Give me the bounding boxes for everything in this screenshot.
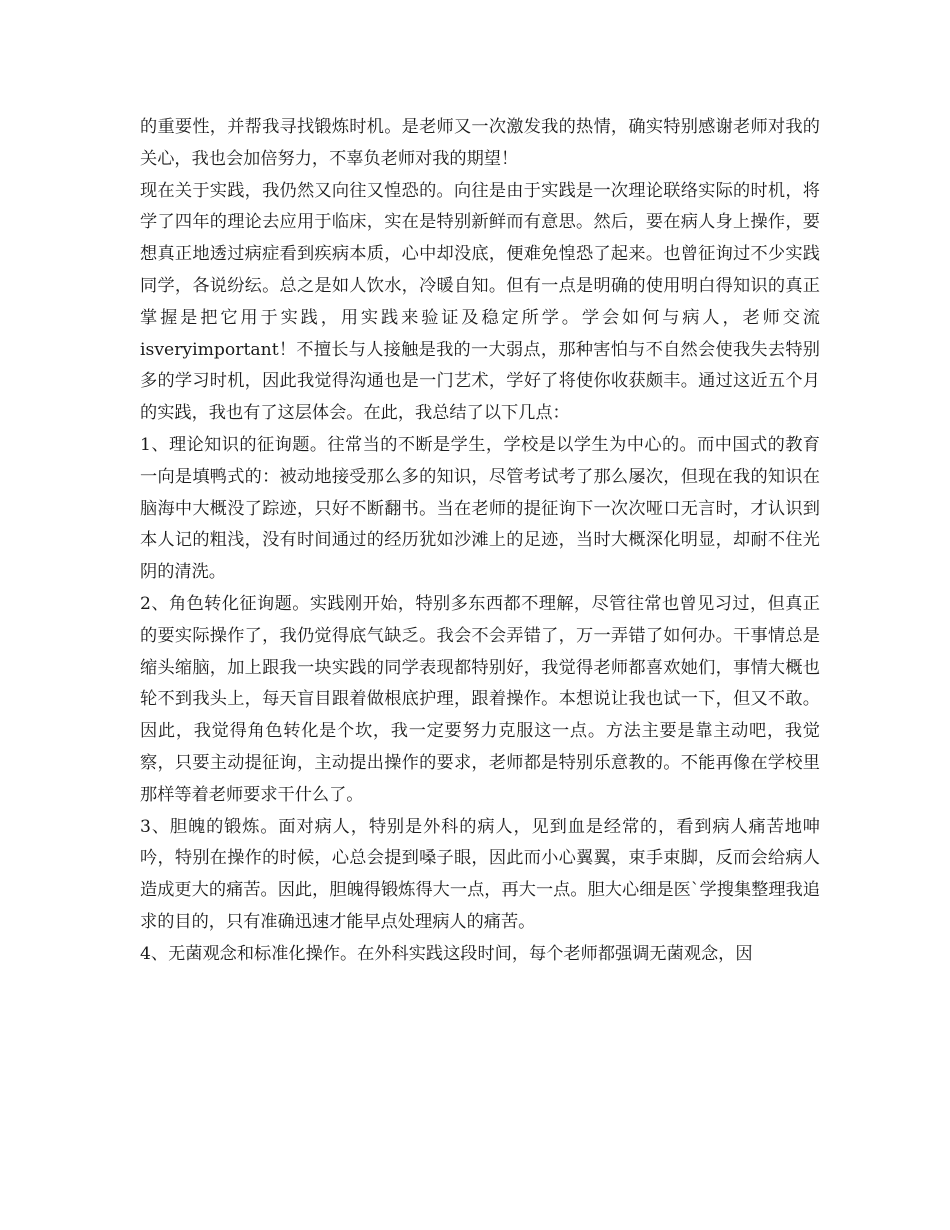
paragraph-point-1-theory: 1、理论知识的征询题。往常当的不断是学生，学校是以学生为中心的。而中国式的教育一向是填鸭式的：被动地接受那么多的知识，尽管考试考了那么屡次，但现在我的知识在脑海中大概没了踪迹，只好不断翻书。当在老师的提征询下一次次哑口无言时，才认识到本人记的粗浅，没有时间通过的经历犹如沙滩上的足迹，当时大概深化明显，却耐不住光阴的清洗。 xyxy=(140,434,820,583)
paragraph-point-2-role: 2、角色转化征询题。实践刚开始，特别多东西都不理解，尽管往常也曾见习过，但真正的要实际操作了，我仍觉得底气缺乏。我会不会弄错了，万一弄错了如何办。干事情总是缩头缩脑，加上跟我一块实践的同学表现都特别好，我觉得老师都喜欢她们，事情大概也轮不到我头上，每天盲目跟着做根底护理，跟着操作。本想说让我也试一下，但又不敢。因此，我觉得角色转化是个坎，我一定要努力克服这一点。方法主要是靠主动吧，我觉察，只要主动提征询，主动提出操作的要求，老师都是特别乐意教的。不能再像在学校里那样等着老师要求干什么了。 xyxy=(140,593,820,805)
paragraph-point-3-courage: 3、胆魄的锻炼。面对病人，特别是外科的病人，见到血是经常的，看到病人痛苦地呻吟，特别在操作的时候，心总会提到嗓子眼，因此而小心翼翼，束手束脚，反而会给病人造成更大的痛苦。因此，胆魄得锻炼得大一点，再大一点。胆大心细是医`学搜集整理我追求的目的，只有准确迅速才能早点处理病人的痛苦。 xyxy=(140,816,820,932)
paragraph-point-4-aseptic: 4、无菌观念和标准化操作。在外科实践这段时间，每个老师都强调无菌观念，因 xyxy=(140,943,753,964)
paragraph-continuation: 的重要性，并帮我寻找锻炼时机。是老师又一次激发我的热情，确实特别感谢老师对我的关心，我也会加倍努力，不辜负老师对我的期望！ xyxy=(140,117,820,169)
paragraph-practice-feelings: 现在关于实践，我仍然又向往又惶恐的。向往是由于实践是一次理论联络实际的时机，将学了四年的理论去应用于临床，实在是特别新鲜而有意思。然后，要在病人身上操作，要想真正地透过病症看到疾病本质，心中却没底，便难免惶恐了起来。也曾征询过不少实践同学，各说纷纭。总之是如人饮水，冷暖自知。但有一点是明确的使用明白得知识的真正掌握是把它用于实践，用实践来验证及稳定所学。学会如何与病人，老师交流isveryimportant！不擅长与人接触是我的一大弱点，那种害怕与不自然会使我失去特别多的学习时机，因此我觉得沟通也是一门艺术，学好了将使你收获颇丰。通过这近五个月的实践，我也有了这层体会。在此，我总结了以下几点： xyxy=(140,180,820,424)
document-page xyxy=(140,112,820,971)
